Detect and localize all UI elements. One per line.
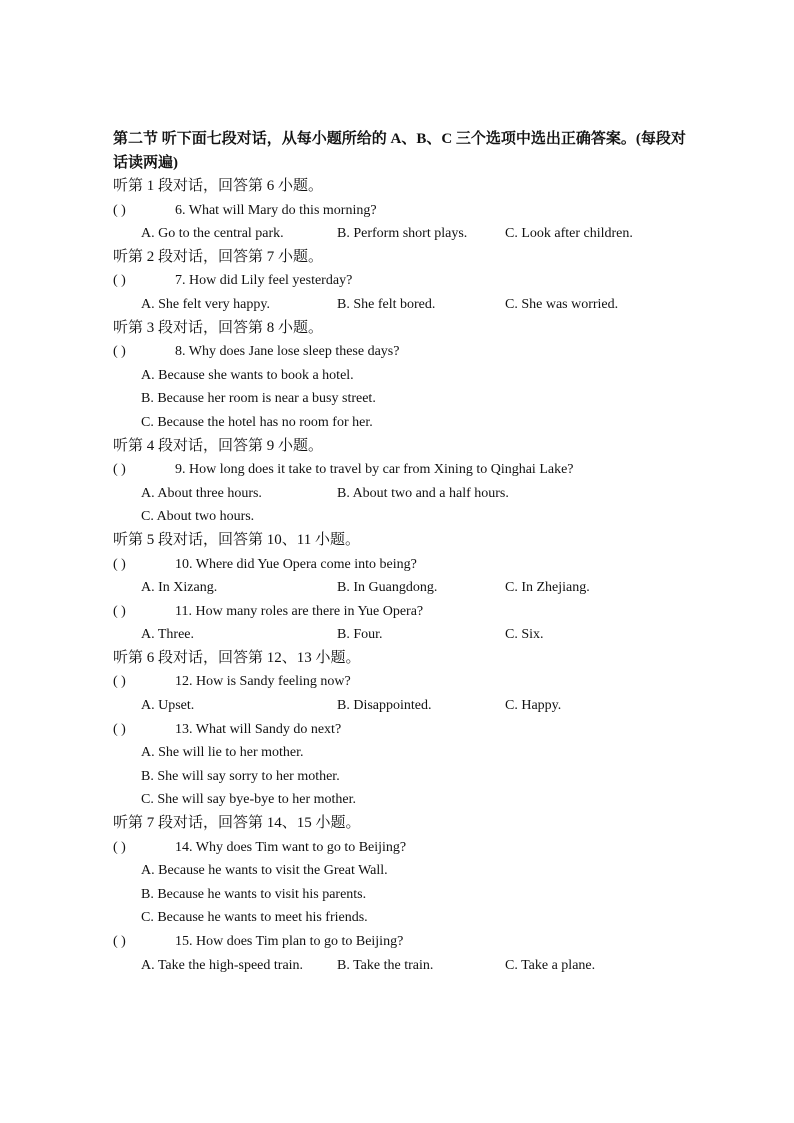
question-line: [113, 458, 693, 482]
options-row: [113, 222, 693, 246]
option-b: B. Perform short plays.: [337, 226, 468, 242]
answer-blank[interactable]: ( ): [113, 462, 126, 478]
section-title: 听第 5 段对话，回答第 10、11 小题。: [113, 531, 360, 548]
options-row: [113, 883, 693, 907]
answer-blank[interactable]: ( ): [113, 674, 126, 690]
section-title: 听第 1 段对话，回答第 6 小题。: [113, 178, 324, 194]
options-row: [113, 741, 693, 765]
answer-blank[interactable]: ( ): [113, 839, 126, 855]
question-text: 12. How is Sandy feeling now?: [175, 674, 351, 690]
options-row: [113, 364, 693, 388]
question-text: 11. How many roles are there in Yue Opera?: [175, 603, 424, 619]
option-c: C. She will say bye-bye to her mother.: [141, 792, 357, 808]
options-row: [113, 859, 693, 883]
option-a: A. Go to the central park.: [141, 226, 284, 242]
option-b: B. Take the train.: [337, 957, 434, 973]
answer-blank[interactable]: ( ): [113, 556, 126, 572]
section-title: 听第 2 段对话，回答第 7 小题。: [113, 248, 324, 265]
options-row: [113, 623, 693, 647]
question-line: [113, 199, 693, 223]
option-a: A. She will lie to her mother.: [141, 745, 304, 761]
option-c: C. Because the hotel has no room for her.: [141, 414, 373, 430]
option-a: A. She felt very happy.: [141, 296, 270, 312]
option-c: C. Because he wants to meet his friends.: [141, 910, 368, 926]
option-b: B. Disappointed.: [337, 698, 432, 714]
section-heading: 第二节 听下面七段对话，从每小题所给的 A、B、C 三个选项中选出正确答案。(每段对话读两遍): [113, 131, 686, 171]
exam-page: [113, 128, 693, 977]
option-b: B. She will say sorry to her mother.: [141, 768, 340, 784]
options-row: [113, 576, 693, 600]
options-row: [113, 694, 693, 718]
section-title: 听第 3 段对话，回答第 8 小题。: [113, 319, 324, 336]
question-line: [113, 553, 693, 577]
question-text: 7. How did Lily feel yesterday?: [175, 273, 353, 289]
answer-blank[interactable]: ( ): [113, 721, 126, 737]
options-row: [113, 387, 693, 411]
option-a: A. Because he wants to visit the Great Wall.: [141, 863, 388, 879]
question-text: 14. Why does Tim want to go to Beijing?: [175, 839, 407, 855]
options-row: [113, 293, 693, 317]
section-title: 听第 6 段对话，回答第 12、13 小题。: [113, 649, 361, 666]
option-c: C. In Zhejiang.: [505, 580, 590, 596]
option-a: A. In Xizang.: [141, 580, 218, 596]
question-line: [113, 718, 693, 742]
option-a: A. Upset.: [141, 698, 195, 714]
question-line: [113, 340, 693, 364]
answer-blank[interactable]: ( ): [113, 603, 126, 619]
option-c: C. Happy.: [505, 698, 562, 714]
answer-blank[interactable]: ( ): [113, 202, 126, 218]
options-row: [113, 765, 693, 789]
option-c: C. Six.: [505, 627, 544, 643]
answer-blank[interactable]: ( ): [113, 273, 126, 289]
question-line: [113, 600, 693, 624]
option-a: A. Three.: [141, 627, 194, 643]
question-line: [113, 269, 693, 293]
answer-blank[interactable]: ( ): [113, 344, 126, 360]
option-b: B. She felt bored.: [337, 296, 436, 312]
question-line: [113, 836, 693, 860]
question-line: [113, 930, 693, 954]
options-row: [113, 482, 693, 506]
question-text: 9. How long does it take to travel by car from Xining to Qinghai Lake?: [175, 462, 574, 478]
option-b: B. Four.: [337, 627, 383, 643]
question-text: 15. How does Tim plan to go to Beijing?: [175, 934, 404, 949]
question-text: 6. What will Mary do this morning?: [175, 202, 377, 218]
section-title: 听第 7 段对话，回答第 14、15 小题。: [113, 815, 361, 832]
option-c: C. She was worried.: [505, 296, 619, 312]
option-c: C. About two hours.: [141, 509, 255, 525]
question-line: [113, 670, 693, 694]
option-c: C. Take a plane.: [505, 957, 596, 973]
option-b: B. Because he wants to visit his parents.: [141, 886, 367, 902]
option-b: B. In Guangdong.: [337, 580, 438, 596]
question-text: 8. Why does Jane lose sleep these days?: [175, 344, 400, 360]
question-text: 10. Where did Yue Opera come into being?: [175, 556, 417, 572]
options-row: [113, 505, 693, 529]
option-b: B. About two and a half hours.: [337, 485, 509, 501]
section-title: 听第 4 段对话，回答第 9 小题。: [113, 437, 324, 454]
answer-blank[interactable]: ( ): [113, 934, 126, 949]
option-c: C. Look after children.: [505, 226, 633, 242]
options-row: [113, 954, 693, 978]
options-row: [113, 906, 693, 930]
options-row: [113, 411, 693, 435]
option-a: A. Take the high-speed train.: [141, 957, 304, 973]
option-b: B. Because her room is near a busy street.: [141, 391, 376, 407]
option-a: A. About three hours.: [141, 485, 262, 501]
option-a: A. Because she wants to book a hotel.: [141, 367, 354, 383]
question-text: 13. What will Sandy do next?: [175, 721, 342, 737]
listening-content: [113, 175, 693, 977]
options-row: [113, 788, 693, 812]
